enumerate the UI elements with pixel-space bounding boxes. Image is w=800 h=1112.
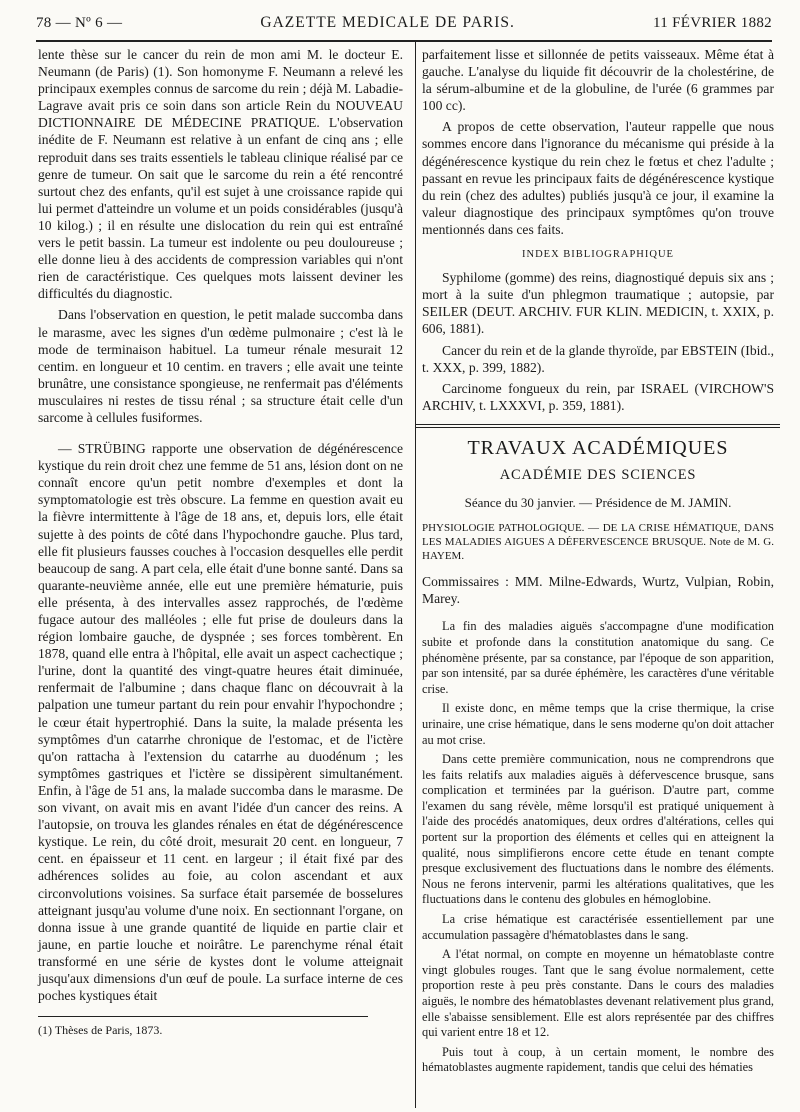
bib-entry-ebstein: Cancer du rein et de la glande thyroïde, par EBSTEIN (Ibid., t. XXX, p. 399, 1882).	[422, 342, 774, 375]
author-strubing: — STRÜBING	[58, 441, 146, 457]
note-paragraph-5: A l'état normal, on compte en moyenne un hématoblaste contre vingt globules rouges. Tant que le sang évolue normalement, cette proportion reste à peu près constante. Dans le cours des maladies aiguës, le nombre des hématoblastes devenant relativement plus grand, elle s'abaisse sensiblement. Elle est alors représentée par des chiffres qui varient entre 18 et 12.	[422, 947, 774, 1040]
note-paragraph-2: Il existe donc, en même temps que la crise thermique, la crise urinaire, une crise hématique, dans le sens moderne qu'on doit attacher au mot crise.	[422, 701, 774, 747]
note-paragraph-3: Dans cette première communication, nous ne comprendrons que les faits relatifs aux maladies aiguës à défervescence brusque, sans complication et terminées par la guérison. D'autre part, comme l'examen du sang révèle, même lorsqu'il est pratiqué uniquement à l'aide des procédés anatomiques, deux ordres d'altérations, celles qui portent sur la proportion des éléments et celles qui en atteignent la qualité, nous simplifierons encore cette étude en tenant compte presque exclusivement des fluctuations dans le nombre des éléments. Nous ne ferons intervenir, parmi les altérations qualitatives, que les fluctuations dans le contenu des globules en hémoglobine.	[422, 752, 774, 907]
left-column	[38, 46, 403, 1042]
footnote: (1) Thèses de Paris, 1873.	[38, 1023, 163, 1038]
bibliography	[422, 269, 774, 414]
right-column	[422, 46, 774, 1080]
note-paragraph-6: Puis tout à coup, à un certain moment, le nombre des hématoblastes augmente rapidement, tandis que celui des hématies	[422, 1044, 774, 1075]
note-body	[422, 619, 774, 1076]
left-paragraph-2: Dans l'observation en question, le petit malade succomba dans le marasme, avec les signes d'un œdème pulmonaire ; c'est là le mode de terminaison habituel. La tumeur rénale mesurait 12 centim. en longueur et 10 centim. en travers ; elle avait une teinte brunâtre, une consistance spongieuse, ne renfermait pas d'éléments musculaires ni restes de tissu rénal ; sa structure était celle d'un sarcome à cellules fusiformes.	[38, 307, 403, 425]
left-paragraph-3-text: rapporte une observation de dégénérescence kystique du rein droit chez une femme de 51 ans, lésion dont on ne connaît encore qu'un petit nombre d'exemples et dont la symptomatologie est très obscure. La femme en question avait eu la fièvre intermittente à l'âge de 18 ans, et, depuis lors, elle était sujette à des points de côté dans l'hypochondre gauche. Plus tard, elle fit plusieurs fausses couches à l'occasion desquelles elle perdit beaucoup de sang. A part cela, elle était d'une bonne santé. Dans sa quarante-neuvième année, elle eut une première hématurie, puis elle présenta, à des intervalles assez rapprochés, de l'œdème fugace autour des malléoles ; elle fut prise de douleurs dans la région lombaire gauche, de dyspnée ; ses forces tombèrent. En 1878, quand elle entra à l'hôpital, elle avait un aspect cachectique ; l'urine, dont la quantité des vingt-quatre heures était diminuée, renfermait de l'albumine ; dans chaque flanc on découvrait à la palpation une tumeur partant du rein pour envahir l'hypochondre ; le cœur était hypertrophié. Dans la suite, la malade présenta les symptômes d'un catarrhe chronique de l'estomac, et de l'ictère qu'on rattacha à l'extension du catarrhe au duodénum ; les symptômes gastriques et l'ictère se dissipèrent simultanément. Enfin, à l'âge de 51 ans, la malade succomba dans le marasme. De son vivant, on avait mis en avant l'idée d'un cancer des reins. A l'autopsie, on trouva les glandes rénales en état de dégénérescence kystique. Le rein, du côté droit, mesurait 20 cent. en longueur, 7 cent. en épaisseur et 11 cent. en largeur ; il était fixé par des adhérences solides au foie, au colon ascendant et aux circonvolutions voisines. Sa surface était parsemée de bosselures atteignant jusqu'au volume d'une noix. En sectionnant l'organe, on donna issue à une grande quantité de liquide en partie clair et jaune, en partie louche et noirâtre. Le parenchyme rénal était transformé en une série de kystes dont le volume atteignait jusqu'aux dimensions d'un œuf de poule. La surface interne de ces poches kystiques était	[38, 441, 403, 1004]
subsection-title: ACADÉMIE DES SCIENCES	[499, 466, 697, 483]
bib-entry-seiler: Syphilome (gomme) des reins, diagnostiqué depuis six ans ; mort à la suite d'un phlegmon traumatique ; autopsie, par SEILER (DEUT. ARCHIV. FUR KLIN. MEDICIN, t. XXIX, p. 606, 1881).	[422, 270, 774, 337]
right-paragraph-1: parfaitement lisse et sillonnée de petits vaisseaux. Même état à gauche. L'analyse du liquide fit découvrir de la cholestérine, de la sérum-albumine et de la globuline, de l'urée (6 grammes par 100 cc).	[422, 47, 774, 114]
left-paragraph-3	[38, 440, 403, 1004]
page-number: 78 — Nº 6 —	[36, 15, 123, 31]
column-divider	[415, 42, 416, 1108]
bib-entry-israel: Carcinome fongueux du rein, par ISRAEL (VIRCHOW'S ARCHIV, t. LXXXVI, p. 359, 1881).	[422, 380, 774, 413]
right-paragraph-2: A propos de cette observation, l'auteur rappelle que nous sommes encore dans l'ignorance du mécanisme qui préside à la dégénérescence kystique du rein chez le fœtus et chez l'adulte ; passant en revue les principaux faits de dégénérescence kystique du rein (chez des adultes) publiés jusqu'à ce jour, il examine la valeur diagnostique des principaux symptômes qu'on trouve mentionnés dans ces faits.	[422, 119, 774, 237]
note-paragraph-4: La crise hématique est caractérisée essentiellement par une accumulation passagère d'hématoblastes dans le sang.	[422, 912, 774, 942]
left-paragraph-1: lente thèse sur le cancer du rein de mon ami M. le docteur E. Neumann (de Paris) (1). Son homonyme F. Neumann a relevé les principaux exemples connus de sarcome du rein ; déjà M. Labadie-Lagrave avait pris ce soin dans son article Rein du NOUVEAU DICTIONNAIRE DE MÉDECINE PRATIQUE. L'observation inédite de F. Neumann est relative à un enfant de cinq ans ; elle reproduit dans ses traits essentiels le tableau clinique réalisé par ce genre de tumeur. On sait que le sarcome du rein a été rencontré surtout chez des enfants, qu'il est sujet à une croissance rapide qui lui permet d'atteindre un volume et un poids considérables (jusqu'à 10 kilog.) ; il en résulte une dislocation du rein qui est entraîné vers le petit bassin. La tumeur est indolente ou peu douloureuse ; elle donne lieu à des accidents de compression variables qui n'ont rien de caractéristique. Ces quelques mots laissent deviner les difficultés du diagnostic.	[38, 47, 404, 302]
section-title: TRAVAUX ACADÉMIQUES	[467, 436, 729, 459]
header-rule	[36, 40, 772, 42]
section-rule	[416, 424, 780, 428]
seance-line: Séance du 30 janvier. — Présidence de M. JAMIN.	[464, 495, 732, 511]
journal-title: GAZETTE MEDICALE DE PARIS.	[260, 14, 515, 31]
page-header	[36, 14, 772, 40]
issue-date: 11 FÉVRIER 1882	[653, 15, 772, 31]
commissaires: Commissaires : MM. Milne-Edwards, Wurtz, Vulpian, Robin, Marey.	[422, 574, 774, 607]
note-paragraph-1: La fin des maladies aiguës s'accompagne d'une modification subite et profonde dans la constitution anatomique du sang. Ce phénomène présente, par sa constance, par l'époque de son apparition, par son intensité, par sa durée éphémère, les caractères d'une véritable crise.	[422, 619, 774, 696]
footnote-rule	[38, 1016, 368, 1017]
index-bibliographique-title: INDEX BIBLIOGRAPHIQUE	[522, 249, 674, 261]
note-heading: PHYSIOLOGIE PATHOLOGIQUE. — DE LA CRISE HÉMATIQUE, DANS LES MALADIES AIGUES A DÉFERVESCENCE BRUSQUE. Note de M. G. HAYEM.	[422, 522, 774, 563]
